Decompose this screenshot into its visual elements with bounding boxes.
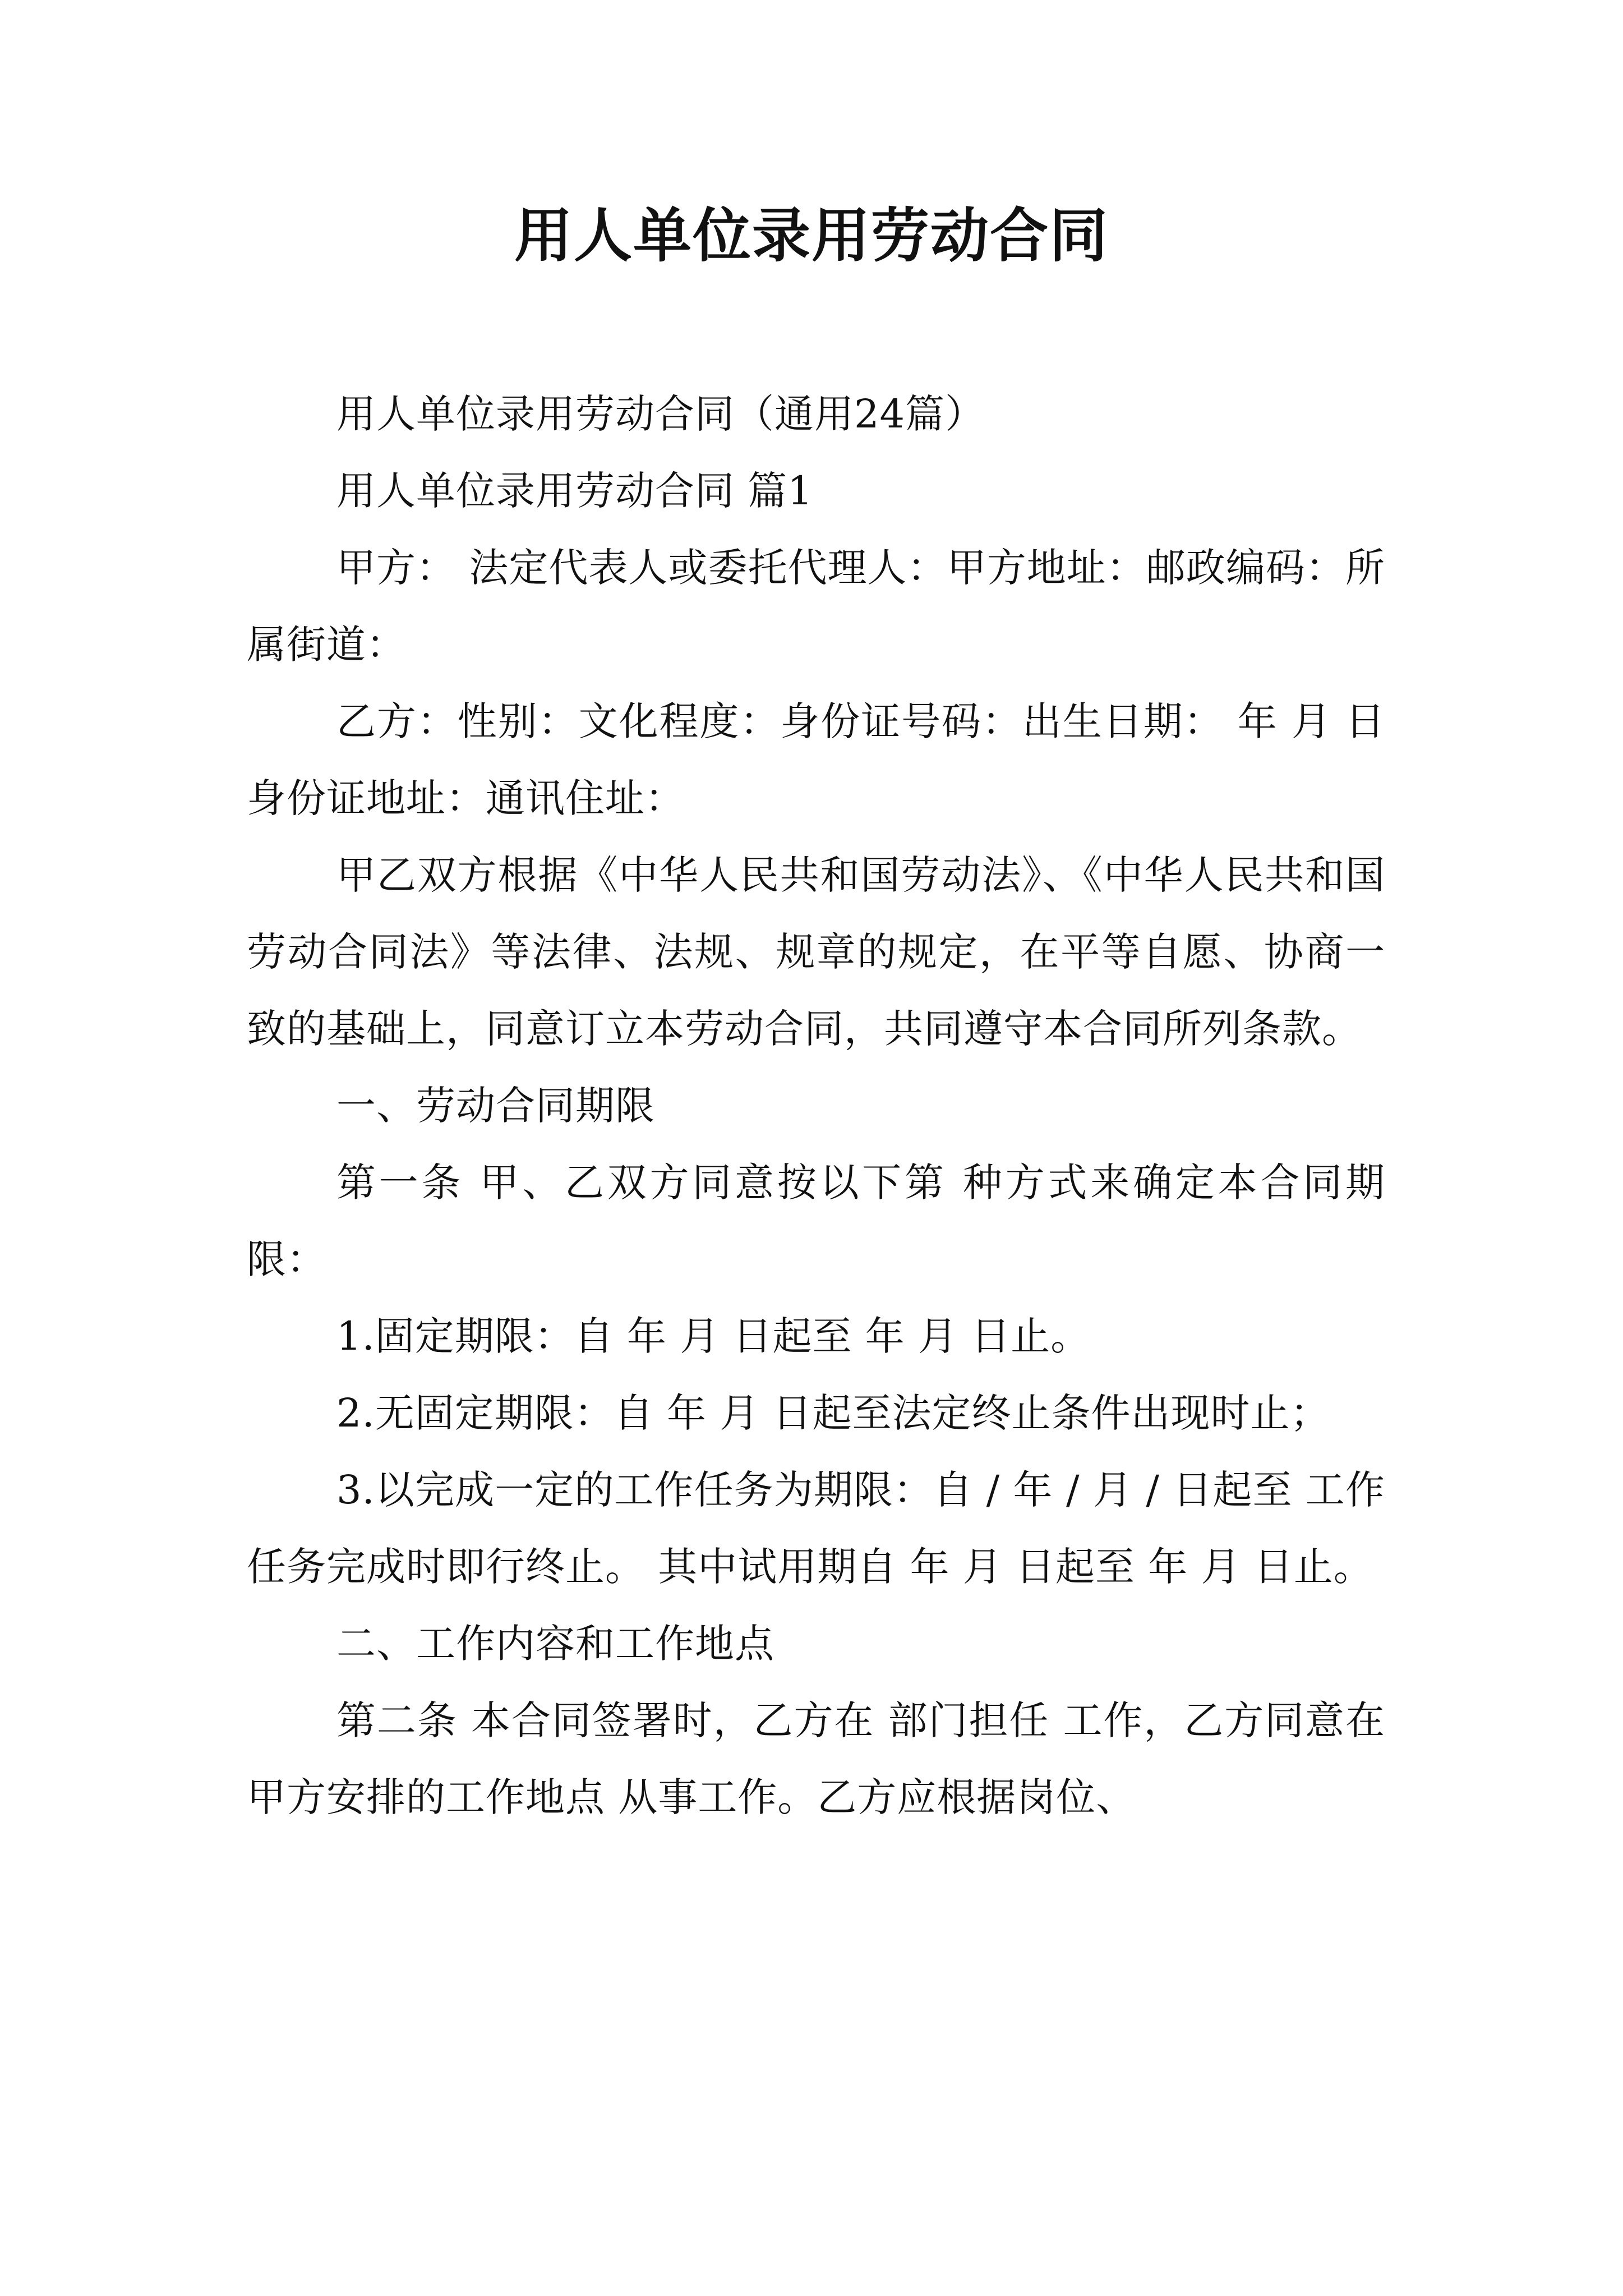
paragraph-section-heading: 用人单位录用劳动合同 篇1 [336, 468, 813, 514]
document-body [247, 376, 1385, 1836]
paragraph-fixed-term: 1.固定期限：自 年 月 日起至 年 月 日止。 [336, 1313, 1091, 1359]
paragraph-task-term: 3.以完成一定的工作任务为期限：自 / 年 / 月 / 日起至 工作任务完成时即行终止。 其中试用期自 年 月 日起至 年 月 日止。 [247, 1467, 1385, 1590]
paragraph-open-term: 2.无固定期限：自 年 月 日起至法定终止条件出现时止； [336, 1390, 1330, 1436]
paragraph-subtitle: 用人单位录用劳动合同（通用24篇） [336, 391, 985, 437]
heading-contract-term: 一、劳动合同期限 [336, 1083, 655, 1129]
paragraph-article-2: 第二条 本合同签署时，乙方在 部门担任 工作，乙方同意在甲方安排的工作地点 从事工作。乙方应根据岗位、 [247, 1697, 1385, 1820]
document-title: 用人单位录用劳动合同 [514, 201, 1109, 270]
paragraph-article-1: 第一条 甲、乙双方同意按以下第 种方式来确定本合同期限： [247, 1159, 1385, 1282]
paragraph-party-b: 乙方：性别：文化程度：身份证号码：出生日期： 年 月 日身份证地址：通讯住址： [247, 698, 1385, 821]
paragraph-party-a: 甲方： 法定代表人或委托代理人：甲方地址：邮政编码：所属街道： [247, 545, 1385, 668]
paragraph-preamble: 甲乙双方根据《中华人民共和国劳动法》、《中华人民共和国劳动合同法》等法律、法规、规章的规定，在平等自愿、协商一致的基础上，同意订立本劳动合同，共同遵守本合同所列条款。 [247, 852, 1385, 1052]
heading-work-content: 二、工作内容和工作地点 [336, 1621, 774, 1667]
